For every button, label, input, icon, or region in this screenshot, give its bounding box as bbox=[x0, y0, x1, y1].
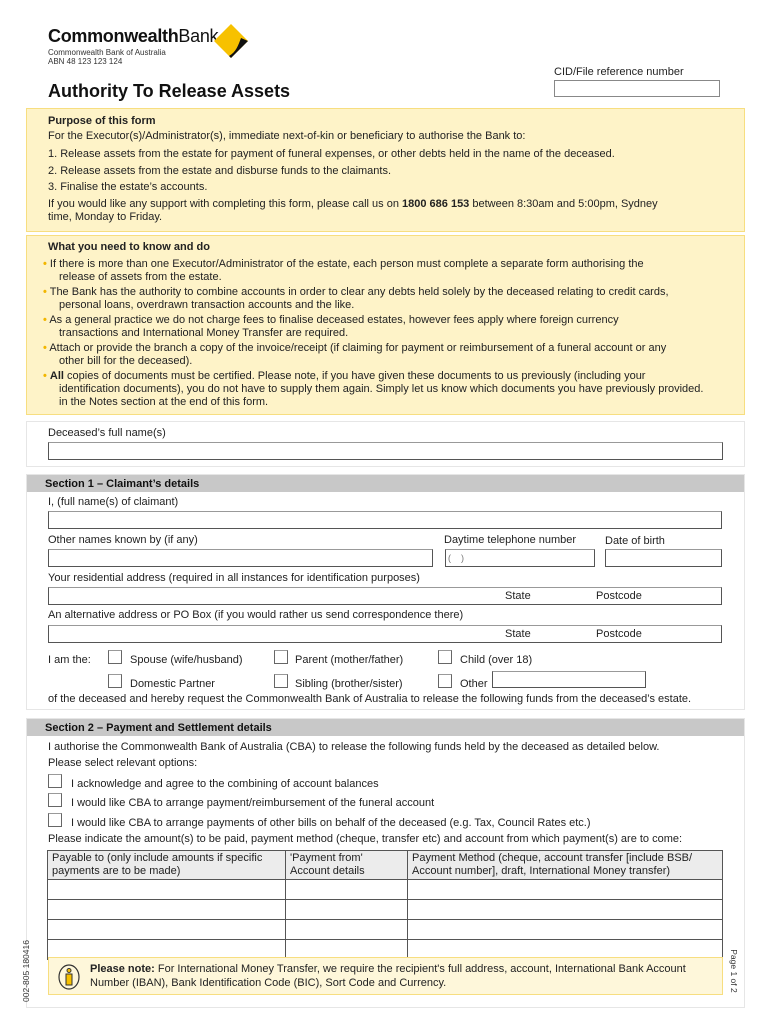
dob-label: Date of birth bbox=[605, 535, 665, 547]
request-text: of the deceased and hereby request the Commonwealth Bank of Australia to release the following funds from the deceased’s estate. bbox=[48, 693, 692, 705]
other-names-label: Other names known by (if any) bbox=[48, 534, 198, 546]
other-bills-checkbox[interactable] bbox=[48, 813, 62, 827]
other-relation-input[interactable] bbox=[492, 671, 646, 688]
payment-from-cell[interactable] bbox=[286, 900, 408, 920]
sibling-label: Sibling (brother/sister) bbox=[295, 678, 403, 690]
funeral-payment-checkbox[interactable] bbox=[48, 793, 62, 807]
know-bullet: • As a general practice we do not charge fees to finalise deceased estates, however fees apply where foreign currency bbox=[43, 314, 619, 326]
note-line1: Please note: For International Money Transfer, we require the recipient's full address, account, International Bank Account bbox=[90, 963, 686, 975]
indicate-text: Please indicate the amount(s) to be paid, payment method (cheque, transfer etc) and account from which payment(s) are to come: bbox=[48, 833, 683, 845]
state-label: State bbox=[505, 628, 531, 640]
parent-label: Parent (mother/father) bbox=[295, 654, 404, 666]
purpose-item: 2. Release assets from the estate and disburse funds to the claimants. bbox=[48, 165, 392, 177]
phone-label: Daytime telephone number bbox=[444, 534, 577, 546]
know-bullet: • If there is more than one Executor/Administrator of the estate, each person must complete a separate form authorising the bbox=[43, 258, 644, 270]
table-row bbox=[48, 900, 723, 920]
know-box bbox=[26, 235, 745, 415]
know-bullet-cont: personal loans, overdrawn transaction accounts and the like. bbox=[59, 299, 355, 311]
authorise-text: I authorise the Commonwealth Bank of Australia (CBA) to release the following funds held by the deceased as detailed below. bbox=[48, 741, 660, 753]
cid-label: CID/File reference number bbox=[554, 66, 684, 78]
domestic-partner-label: Domestic Partner bbox=[130, 678, 215, 690]
abn: ABN 48 123 123 124 bbox=[48, 57, 123, 66]
parent-checkbox[interactable] bbox=[274, 650, 288, 664]
know-heading: What you need to know and do bbox=[48, 241, 210, 253]
know-bullet: • All copies of documents must be certified. Please note, if you have given these documents to us previously (including your bbox=[43, 370, 646, 382]
residential-address-input[interactable] bbox=[48, 587, 722, 605]
combine-balances-checkbox[interactable] bbox=[48, 774, 62, 788]
note-line2: Number (IBAN), Bank Identification Code (BIC), Sort Code and Currency. bbox=[90, 977, 447, 989]
other-names-input[interactable] bbox=[48, 549, 433, 567]
know-bullet: • The Bank has the authority to combine accounts in order to clear any debts held solely by the deceased relating to credit cards, bbox=[43, 286, 669, 298]
option-label: I would like CBA to arrange payment/reimbursement of the funeral account bbox=[71, 797, 435, 809]
claimant-label: I, (full name(s) of claimant) bbox=[48, 496, 179, 508]
spouse-checkbox[interactable] bbox=[108, 650, 122, 664]
purpose-heading: Purpose of this form bbox=[48, 115, 156, 127]
other-label: Other bbox=[460, 678, 488, 690]
other-checkbox[interactable] bbox=[438, 674, 452, 688]
section1-heading: Section 1 – Claimant’s details bbox=[27, 475, 744, 492]
table-row bbox=[48, 920, 723, 940]
section2-heading: Section 2 – Payment and Settlement details bbox=[27, 719, 744, 736]
info-icon bbox=[58, 964, 80, 990]
payment-from-cell[interactable] bbox=[286, 880, 408, 900]
table-header-row bbox=[48, 851, 723, 880]
table-row bbox=[48, 880, 723, 900]
cid-input[interactable] bbox=[554, 80, 720, 97]
deceased-name-input[interactable] bbox=[48, 442, 723, 460]
postcode-label: Postcode bbox=[596, 590, 642, 602]
spouse-label: Spouse (wife/husband) bbox=[130, 654, 243, 666]
form-code: 002-805 180416 bbox=[21, 940, 31, 1002]
bullet-icon: • bbox=[43, 286, 47, 298]
know-bullet-cont: other bill for the deceased). bbox=[59, 355, 193, 367]
bullet-icon: • bbox=[43, 314, 47, 326]
company-name: Commonwealth Bank of Australia bbox=[48, 48, 166, 57]
dob-input[interactable] bbox=[605, 549, 722, 567]
bullet-icon: • bbox=[43, 258, 47, 270]
know-bullet-cont: identification documents), you do not have to supply them again. Simply let us know which documents you have previously provided. bbox=[59, 383, 704, 395]
bullet-icon: • bbox=[43, 370, 47, 382]
option-label: I acknowledge and agree to the combining of account balances bbox=[71, 778, 379, 790]
header-payment-from: 'Payment from' Account details bbox=[286, 851, 408, 880]
payable-to-cell[interactable] bbox=[48, 900, 286, 920]
payment-method-cell[interactable] bbox=[408, 880, 723, 900]
state-label: State bbox=[505, 590, 531, 602]
purpose-box bbox=[26, 108, 745, 232]
option-label: I would like CBA to arrange payments of other bills on behalf of the deceased (e.g. Tax, Council Rates etc.) bbox=[71, 817, 591, 829]
know-bullet: • Attach or provide the branch a copy of the invoice/receipt (if claiming for payment or reimbursement of a funeral account or any bbox=[43, 342, 667, 354]
know-bullet-cont: in the Notes section at the end of this form. bbox=[59, 396, 269, 408]
claimant-name-input[interactable] bbox=[48, 511, 722, 529]
purpose-intro: For the Executor(s)/Administrator(s), immediate next-of-kin or beneficiary to authorise the Bank to: bbox=[48, 130, 526, 142]
purpose-item: 1. Release assets from the estate for payment of funeral expenses, or other debts held in the name of the deceased. bbox=[48, 148, 615, 160]
brand-logo-text: CommonwealthBank bbox=[48, 26, 219, 46]
page-title: Authority To Release Assets bbox=[48, 81, 291, 101]
note-box bbox=[48, 957, 723, 995]
select-text: Please select relevant options: bbox=[48, 757, 198, 769]
domestic-partner-checkbox[interactable] bbox=[108, 674, 122, 688]
phone-input[interactable] bbox=[445, 549, 595, 567]
support-phone: 1800 686 153 bbox=[402, 198, 470, 210]
child-checkbox[interactable] bbox=[438, 650, 452, 664]
support-text: If you would like any support with completing this form, please call us on 1800 686 153 between 8:30am and 5:00pm, Sydney bbox=[48, 198, 658, 210]
payment-method-cell[interactable] bbox=[408, 900, 723, 920]
payable-to-cell[interactable] bbox=[48, 880, 286, 900]
know-bullet-cont: transactions and International Money Transfer are required. bbox=[59, 327, 349, 339]
header-payable-to: Payable to (only include amounts if specific payments are to be made) bbox=[48, 851, 286, 880]
purpose-item: 3. Finalise the estate’s accounts. bbox=[48, 181, 208, 193]
alt-address-label: An alternative address or PO Box (if you would rather us send correspondence there) bbox=[48, 609, 464, 621]
deceased-box bbox=[26, 421, 745, 467]
header-payment-method: Payment Method (cheque, account transfer [include BSB/ Account number], draft, International Money transfer) bbox=[408, 851, 723, 880]
know-bullet-cont: release of assets from the estate. bbox=[59, 271, 222, 283]
support-text-line2: time, Monday to Friday. bbox=[48, 211, 163, 223]
iam-label: I am the: bbox=[48, 654, 91, 666]
commbank-diamond-logo-icon bbox=[214, 24, 248, 58]
deceased-label: Deceased’s full name(s) bbox=[48, 427, 166, 439]
payment-from-cell[interactable] bbox=[286, 920, 408, 940]
payment-method-cell[interactable] bbox=[408, 920, 723, 940]
child-label: Child (over 18) bbox=[460, 654, 533, 666]
alt-address-input[interactable] bbox=[48, 625, 722, 643]
payable-to-cell[interactable] bbox=[48, 920, 286, 940]
sibling-checkbox[interactable] bbox=[274, 674, 288, 688]
page-number: Page 1 of 2 bbox=[729, 949, 739, 993]
payment-table bbox=[47, 850, 723, 960]
bullet-icon: • bbox=[43, 342, 47, 354]
residential-label: Your residential address (required in all instances for identification purposes) bbox=[48, 572, 420, 584]
postcode-label: Postcode bbox=[596, 628, 642, 640]
